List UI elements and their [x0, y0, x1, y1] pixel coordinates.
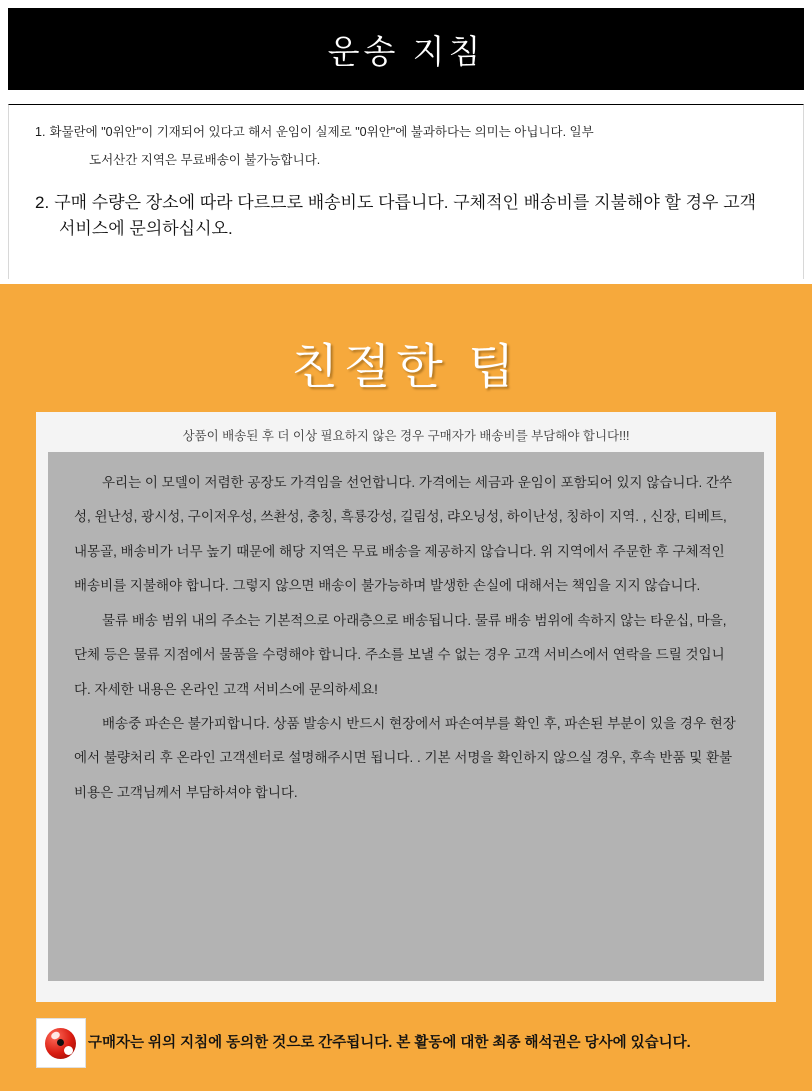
kind-tips-section [0, 284, 812, 1091]
guide-item-1-line1: 화물란에 "0위안"이 기재되어 있다고 해서 운임이 실제로 "0위안"에 불과하다는 의미는 아닙니다. 일부 [49, 125, 594, 139]
guide-item-1-line2: 도서산간 지역은 무료배송이 불가능합니다. [89, 152, 321, 167]
tips-card [36, 412, 776, 1002]
footer-notice [36, 1018, 780, 1068]
footer-text: 구매자는 위의 지침에 동의한 것으로 간주됩니다. 본 활동에 대한 최종 해석권은 당사에 있습니다. [88, 1034, 691, 1051]
tips-paragraph: 물류 배송 범위 내의 주소는 기본적으로 아래층으로 배송됩니다. 물류 배송 범위에 속하지 않는 타운십, 마을, 단체 등은 물류 지점에서 물품을 수령해야 합니다. 주소를 보낼 수 없는 경우 고객 서비스에서 연락을 드릴 것입니다. 자세한 내용은 온라인 고객 서비스에 문의하세요! [74, 612, 727, 697]
tips-title: 친절한 팁 [291, 341, 521, 394]
guide-item-2-text: 구매 수량은 장소에 따라 다르므로 배송비도 다릅니다. 구체적인 배송비를 지불해야 할 경우 고객 서비스에 문의하십시오. [54, 193, 757, 239]
guide-item-2 [35, 190, 777, 243]
tips-body [48, 452, 764, 981]
tips-paragraph: 배송중 파손은 불가피합니다. 상품 발송시 반드시 현장에서 파손여부를 확인 후, 파손된 부분이 있을 경우 현장에서 불량처리 후 온라인 고객센터로 설명해주시면 됩니다. . 기본 서명을 확인하지 않으실 경우, 후속 반품 및 환불 비용은 고객님께서 부담하셔야 합니다. [74, 715, 736, 800]
shipping-guide-banner [8, 8, 804, 90]
ball-dot-black [57, 1039, 64, 1046]
banner-title: 운송 지침 [327, 32, 485, 70]
guide-item-1-number: 1. [35, 125, 46, 139]
tips-paragraph: 우리는 이 모델이 저렴한 공장도 가격임을 선언합니다. 가격에는 세금과 운임이 포함되어 있지 않습니다. 간쑤성, 윈난성, 광시성, 구이저우성, 쓰촨성, 충칭, 흑룡강성, 길림성, 랴오닝성, 하이난성, 칭하이 지역. , 신장, 티베트, 내몽골, 배송비가 너무 높기 때문에 해당 지역은 무료 배송을 제공하지 않습니다. 위 지역에서 주문한 후 구체적인 배송비를 지불해야 합니다. 그렇지 않으면 배송이 불가능하며 발생한 손실에 대해서는 책임을 지지 않습니다. [74, 475, 733, 594]
guide-item-1 [35, 119, 777, 174]
ball-dot-white [64, 1046, 73, 1055]
warning-ball-icon [36, 1018, 86, 1068]
guide-item-2-number: 2. [35, 193, 50, 212]
tips-headline: 상품이 배송된 후 더 이상 필요하지 않은 경우 구매자가 배송비를 부담해야 합니다!!! [182, 429, 630, 443]
shipping-guide-block [8, 104, 804, 279]
